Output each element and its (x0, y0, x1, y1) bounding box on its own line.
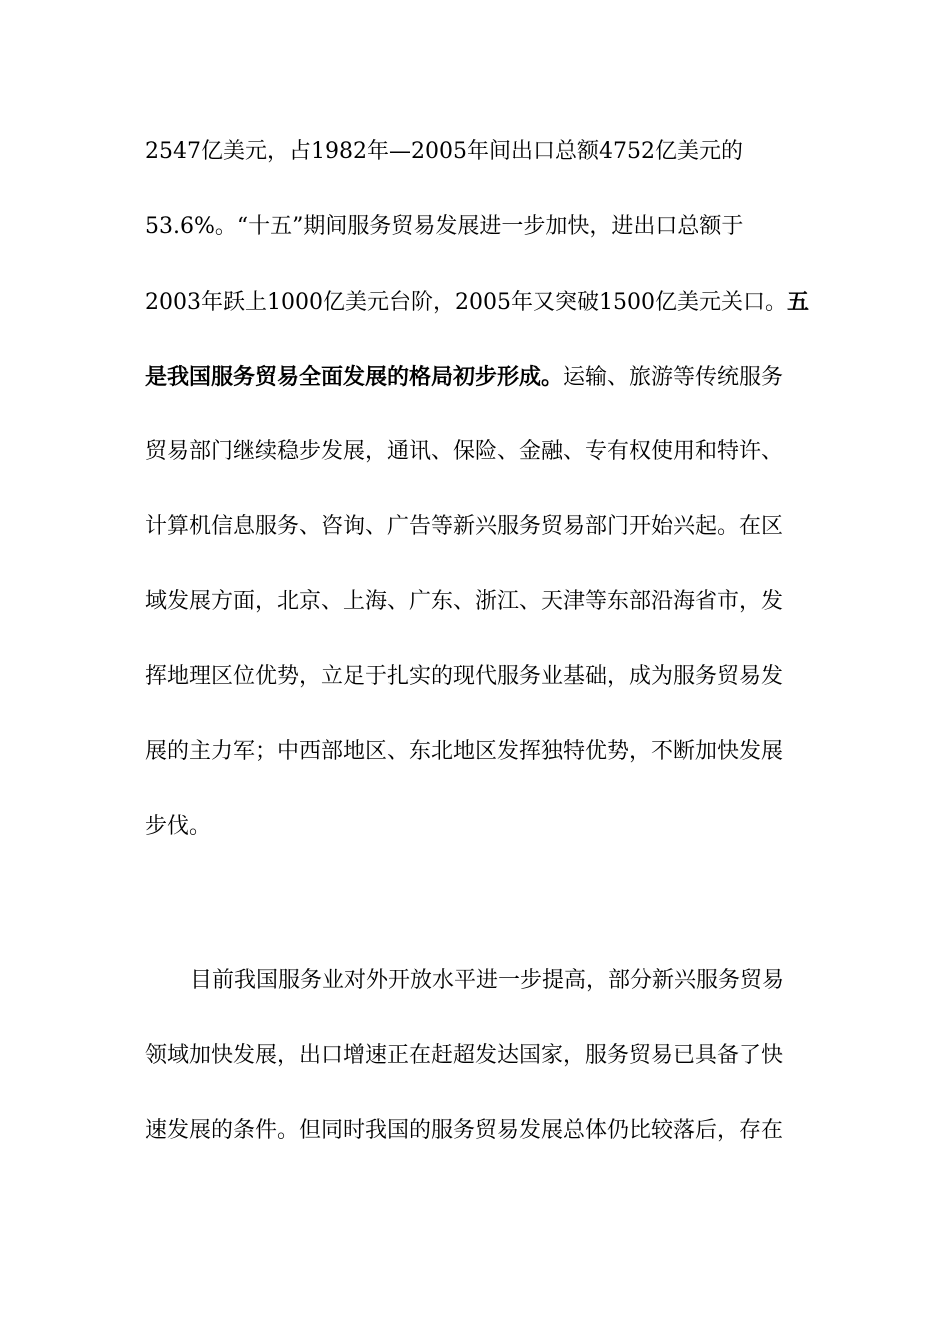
paragraph-line: 步伐。 (145, 814, 212, 839)
paragraph-line: 53.6%。“十五”期间服务贸易发展进一步加快，进出口总额于 (145, 214, 744, 239)
paragraph-line: 领域加快发展，出口增速正在赶超发达国家，服务贸易已具备了快 (145, 1043, 784, 1068)
paragraph-line (145, 362, 805, 393)
paragraph-line: 2547亿美元，占1982年—2005年间出口总额4752亿美元的 (145, 139, 743, 164)
paragraph-line: 目前我国服务业对外开放水平进一步提高，部分新兴服务贸易 (190, 968, 785, 993)
paragraph-line: 展的主力军；中西部地区、东北地区发挥独特优势，不断加快发展 (145, 739, 784, 764)
bold-heading-fragment: 是我国服务贸易全面发展的格局初步形成。 (145, 364, 564, 390)
paragraph-line: 挥地理区位优势，立足于扎实的现代服务业基础，成为服务贸易发 (145, 664, 784, 689)
paragraph-line: 贸易部门继续稳步发展，通讯、保险、金融、专有权使用和特许、 (145, 439, 784, 464)
paragraph-line (145, 287, 809, 318)
paragraph-line: 计算机信息服务、咨询、广告等新兴服务贸易部门开始兴起。在区 (145, 514, 784, 539)
bold-heading-fragment: 五 (786, 289, 809, 315)
paragraph-text: 2003年跃上1000亿美元台阶，2005年又突破1500亿美元关口。 (145, 290, 787, 315)
paragraph-line: 速发展的条件。但同时我国的服务贸易发展总体仍比较落后，存在 (145, 1118, 784, 1143)
paragraph-text: 运输、旅游等传统服务 (563, 365, 784, 390)
paragraph-line: 域发展方面，北京、上海、广东、浙江、天津等东部沿海省市，发 (145, 589, 784, 614)
